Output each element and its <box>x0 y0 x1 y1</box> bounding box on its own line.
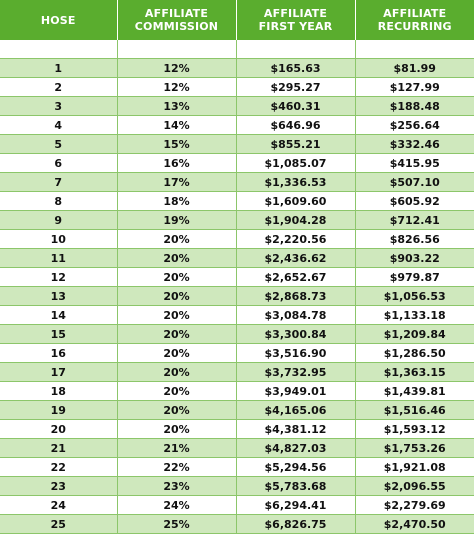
commission-cell: 20% <box>117 344 236 363</box>
recurring-cell: $2,096.55 <box>355 477 474 496</box>
hose-cell: 19 <box>0 401 117 420</box>
table-row <box>0 154 474 173</box>
blank-spacer-row <box>0 40 474 59</box>
commission-cell: 12% <box>117 78 236 97</box>
first-year-cell: $2,436.62 <box>236 249 355 268</box>
first-year-cell: $165.63 <box>236 59 355 78</box>
hose-cell: 7 <box>0 173 117 192</box>
hose-cell: 2 <box>0 78 117 97</box>
table-row <box>0 230 474 249</box>
header-recurring-line-2: RECURRING <box>377 20 452 33</box>
recurring-cell: $1,133.18 <box>355 306 474 325</box>
hose-cell: 4 <box>0 116 117 135</box>
first-year-cell: $2,652.67 <box>236 268 355 287</box>
commission-cell: 12% <box>117 59 236 78</box>
recurring-cell: $507.10 <box>355 173 474 192</box>
first-year-cell: $1,904.28 <box>236 211 355 230</box>
first-year-cell: $855.21 <box>236 135 355 154</box>
commission-cell: 20% <box>117 306 236 325</box>
commission-cell: 20% <box>117 382 236 401</box>
hose-cell: 22 <box>0 458 117 477</box>
recurring-cell: $127.99 <box>355 78 474 97</box>
commission-cell: 20% <box>117 325 236 344</box>
hose-cell: 1 <box>0 59 117 78</box>
commission-cell: 23% <box>117 477 236 496</box>
first-year-cell: $1,085.07 <box>236 154 355 173</box>
first-year-cell: $3,516.90 <box>236 344 355 363</box>
recurring-cell: $903.22 <box>355 249 474 268</box>
header-affiliate-recurring <box>355 0 474 40</box>
first-year-cell: $295.27 <box>236 78 355 97</box>
header-recurring-line-1: AFFILIATE <box>383 7 447 20</box>
recurring-cell: $605.92 <box>355 192 474 211</box>
table-row <box>0 78 474 97</box>
first-year-cell: $2,220.56 <box>236 230 355 249</box>
first-year-cell: $6,826.75 <box>236 515 355 534</box>
first-year-cell: $1,336.53 <box>236 173 355 192</box>
recurring-cell: $1,363.15 <box>355 363 474 382</box>
recurring-cell: $712.41 <box>355 211 474 230</box>
commission-cell: 24% <box>117 496 236 515</box>
table-row <box>0 420 474 439</box>
recurring-cell: $1,516.46 <box>355 401 474 420</box>
header-row <box>0 0 474 40</box>
recurring-cell: $256.64 <box>355 116 474 135</box>
hose-cell: 13 <box>0 287 117 306</box>
commission-cell: 19% <box>117 211 236 230</box>
commission-cell: 15% <box>117 135 236 154</box>
table-row <box>0 268 474 287</box>
commission-cell: 20% <box>117 249 236 268</box>
table-row <box>0 382 474 401</box>
recurring-cell: $1,753.26 <box>355 439 474 458</box>
hose-cell: 23 <box>0 477 117 496</box>
recurring-cell: $1,921.08 <box>355 458 474 477</box>
table-row <box>0 287 474 306</box>
table-row <box>0 306 474 325</box>
recurring-cell: $1,593.12 <box>355 420 474 439</box>
header-affiliate-first-year <box>236 0 355 40</box>
commission-cell: 20% <box>117 363 236 382</box>
hose-cell: 16 <box>0 344 117 363</box>
hose-cell: 21 <box>0 439 117 458</box>
first-year-cell: $646.96 <box>236 116 355 135</box>
commission-cell: 25% <box>117 515 236 534</box>
hose-cell: 20 <box>0 420 117 439</box>
first-year-cell: $3,732.95 <box>236 363 355 382</box>
first-year-cell: $4,165.06 <box>236 401 355 420</box>
commission-cell: 20% <box>117 401 236 420</box>
hose-cell: 6 <box>0 154 117 173</box>
table-row <box>0 97 474 116</box>
table-row <box>0 477 474 496</box>
header-first-year-line-2: FIRST YEAR <box>258 20 333 33</box>
blank-cell <box>236 40 355 59</box>
table-row <box>0 439 474 458</box>
commission-cell: 20% <box>117 230 236 249</box>
first-year-cell: $3,949.01 <box>236 382 355 401</box>
recurring-cell: $1,209.84 <box>355 325 474 344</box>
table-row <box>0 344 474 363</box>
first-year-cell: $4,381.12 <box>236 420 355 439</box>
first-year-cell: $2,868.73 <box>236 287 355 306</box>
blank-cell <box>0 40 117 59</box>
hose-cell: 5 <box>0 135 117 154</box>
commission-cell: 16% <box>117 154 236 173</box>
table-row <box>0 515 474 534</box>
first-year-cell: $3,300.84 <box>236 325 355 344</box>
commission-cell: 13% <box>117 97 236 116</box>
hose-cell: 8 <box>0 192 117 211</box>
table-row <box>0 211 474 230</box>
hose-cell: 24 <box>0 496 117 515</box>
hose-cell: 15 <box>0 325 117 344</box>
recurring-cell: $1,056.53 <box>355 287 474 306</box>
first-year-cell: $4,827.03 <box>236 439 355 458</box>
recurring-cell: $1,439.81 <box>355 382 474 401</box>
recurring-cell: $332.46 <box>355 135 474 154</box>
hose-cell: 17 <box>0 363 117 382</box>
table-row <box>0 401 474 420</box>
commission-cell: 22% <box>117 458 236 477</box>
first-year-cell: $5,783.68 <box>236 477 355 496</box>
table-row <box>0 173 474 192</box>
first-year-cell: $6,294.41 <box>236 496 355 515</box>
header-hose-line-1: HOSE <box>40 13 76 27</box>
header-hose <box>0 0 117 40</box>
first-year-cell: $5,294.56 <box>236 458 355 477</box>
table-row <box>0 59 474 78</box>
recurring-cell: $979.87 <box>355 268 474 287</box>
table-row <box>0 496 474 515</box>
header-affiliate-commission <box>117 0 236 40</box>
table-row <box>0 363 474 382</box>
blank-cell <box>355 40 474 59</box>
hose-cell: 14 <box>0 306 117 325</box>
table-row <box>0 249 474 268</box>
hose-cell: 10 <box>0 230 117 249</box>
commission-cell: 17% <box>117 173 236 192</box>
hose-cell: 25 <box>0 515 117 534</box>
table-row <box>0 192 474 211</box>
recurring-cell: $81.99 <box>355 59 474 78</box>
recurring-cell: $2,279.69 <box>355 496 474 515</box>
first-year-cell: $1,609.60 <box>236 192 355 211</box>
commission-cell: 21% <box>117 439 236 458</box>
commission-cell: 14% <box>117 116 236 135</box>
recurring-cell: $415.95 <box>355 154 474 173</box>
commission-cell: 20% <box>117 287 236 306</box>
header-commission-line-1: AFFILIATE <box>144 7 209 20</box>
recurring-cell: $188.48 <box>355 97 474 116</box>
hose-cell: 18 <box>0 382 117 401</box>
table-row <box>0 458 474 477</box>
first-year-cell: $3,084.78 <box>236 306 355 325</box>
commission-cell: 20% <box>117 420 236 439</box>
header-first-year-line-1: AFFILIATE <box>263 7 328 20</box>
table-body <box>0 40 474 534</box>
hose-cell: 9 <box>0 211 117 230</box>
hose-cell: 11 <box>0 249 117 268</box>
recurring-cell: $2,470.50 <box>355 515 474 534</box>
blank-cell <box>117 40 236 59</box>
recurring-cell: $1,286.50 <box>355 344 474 363</box>
commission-cell: 18% <box>117 192 236 211</box>
hose-cell: 12 <box>0 268 117 287</box>
table-row <box>0 135 474 154</box>
header-commission-line-2: COMMISSION <box>134 20 219 33</box>
first-year-cell: $460.31 <box>236 97 355 116</box>
hose-cell: 3 <box>0 97 117 116</box>
commission-cell: 20% <box>117 268 236 287</box>
recurring-cell: $826.56 <box>355 230 474 249</box>
table-row <box>0 325 474 344</box>
table-row <box>0 116 474 135</box>
